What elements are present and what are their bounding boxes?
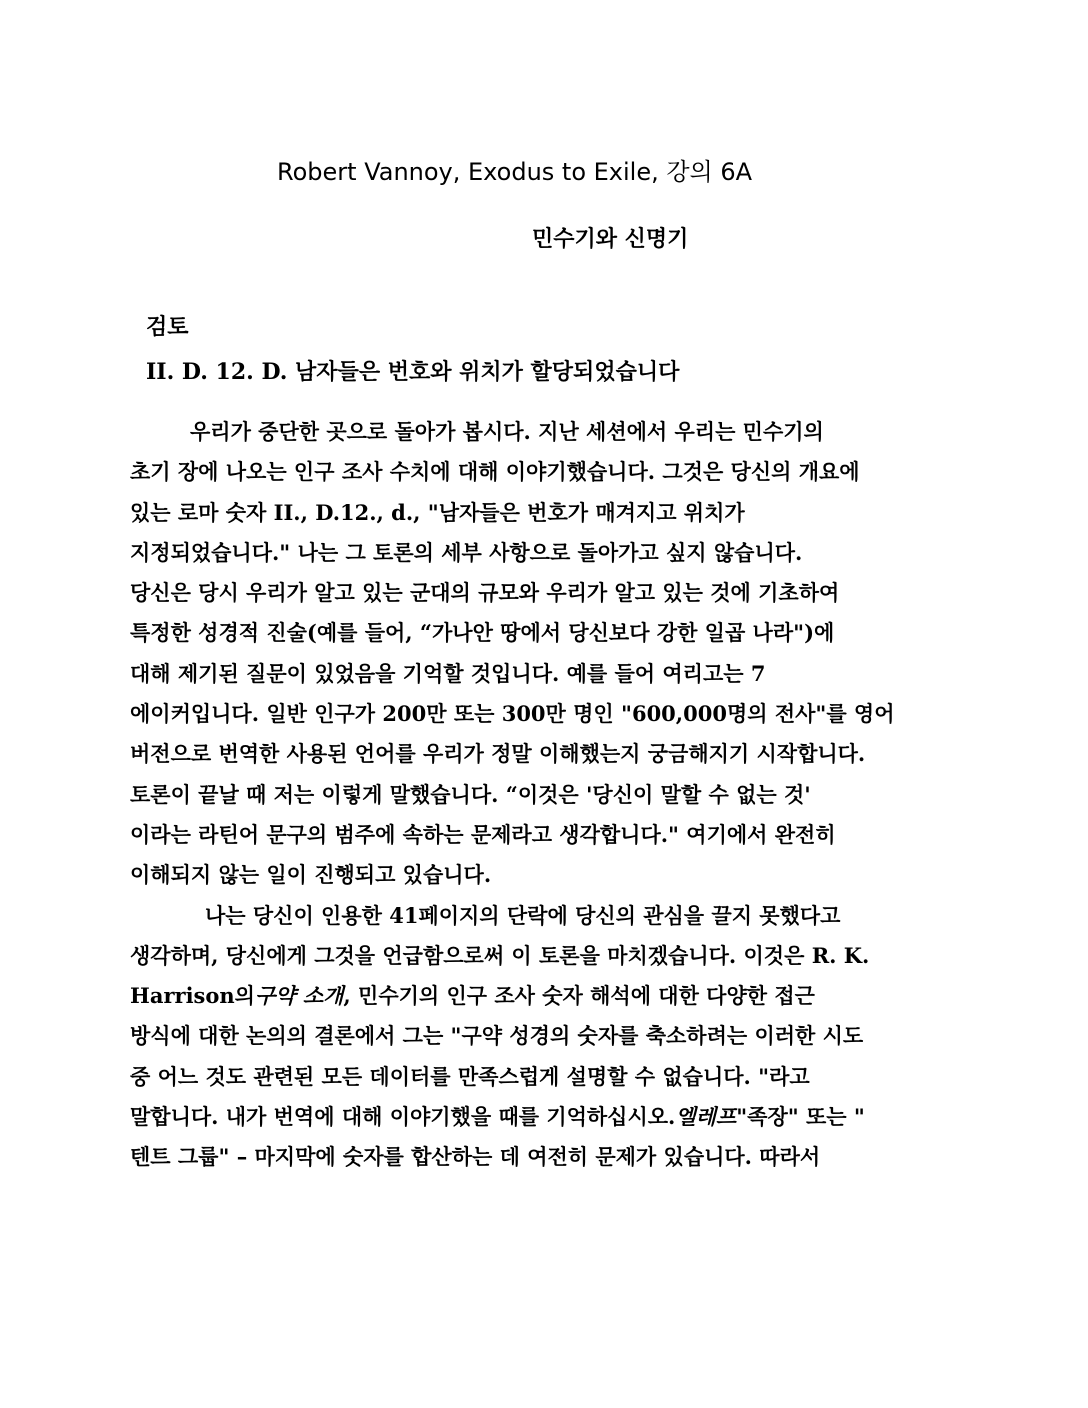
paragraph-line: 있는 로마 숫자 II., D.12., d., "남자들은 번호가 매겨지고 위치가 (130, 499, 745, 525)
paragraph-line: 토론이 끝날 때 저는 이렇게 말했습니다. “이것은 '당신이 말할 수 없는 것' (130, 781, 811, 807)
paragraph-line: 방식에 대한 논의의 결론에서 그는 "구약 성경의 숫자를 축소하려는 이러한 시도 (130, 1023, 864, 1049)
book-title: 구약 소개 (254, 983, 344, 1009)
paragraph-line: 이라는 라틴어 문구의 범주에 속하는 문제라고 생각합니다." 여기에서 완전히 (130, 821, 836, 847)
body-text (130, 412, 970, 1178)
paragraph-line: 대해 제기된 질문이 있었음을 기억할 것입니다. 예를 들어 여리고는 7 (130, 660, 766, 686)
paragraph-line: 지정되었습니다." 나는 그 토론의 세부 사항으로 돌아가고 싶지 않습니다. (130, 539, 803, 565)
document-subtitle: 민수기와 신명기 (532, 226, 689, 252)
paragraph-line: 버전으로 번역한 사용된 언어를 우리가 정말 이해했는지 궁금해지기 시작합니다. (130, 741, 866, 767)
paragraph-line: 이해되지 않는 일이 진행되고 있습니다. (130, 862, 492, 888)
paragraph-line (130, 1097, 970, 1137)
section-label: 검토 (146, 314, 189, 340)
document-title: Robert Vannoy, Exodus to Exile, 강의 6A (277, 158, 753, 186)
line-text: "족장" 또는 " (736, 1104, 865, 1130)
paragraph-line: 특정한 성경적 진술(예를 들어, “가나안 땅에서 당신보다 강한 일곱 나라")에 (130, 620, 835, 646)
paragraph-line: 중 어느 것도 관련된 모든 데이터를 만족스럽게 설명할 수 없습니다. "라고 (130, 1063, 810, 1089)
line-text: , 민수기의 인구 조사 숫자 해석에 대한 다양한 접근 (343, 983, 815, 1009)
paragraph-line: 초기 장에 나오는 인구 조사 수치에 대해 이야기했습니다. 그것은 당신의 개요에 (130, 459, 860, 485)
paragraph-line: 에이커입니다. 일반 인구가 200만 또는 300만 명인 "600,000명의 전사"를 영어 (130, 701, 895, 727)
paragraph-line: 우리가 중단한 곳으로 돌아가 봅시다. 지난 세션에서 우리는 민수기의 (190, 419, 824, 444)
outline-heading: II. D. 12. D. 남자들은 번호와 위치가 할당되었습니다 (146, 359, 680, 385)
paragraph-line: 나는 당신이 인용한 41페이지의 단락에 당신의 관심을 끌지 못했다고 (205, 902, 841, 928)
line-text: 말합니다. 내가 번역에 대해 이야기했을 때를 기억하십시오. (130, 1104, 676, 1130)
paragraph-line: 텐트 그룹" – 마지막에 숫자를 합산하는 데 여전히 문제가 있습니다. 따라서 (130, 1144, 821, 1170)
paragraph-line (130, 976, 970, 1016)
hebrew-term: 엘레프 (675, 1104, 737, 1130)
paragraph-line: 생각하며, 당신에게 그것을 언급함으로써 이 토론을 마치겠습니다. 이것은 R. K. (130, 942, 870, 968)
paragraph-line: 당신은 당시 우리가 알고 있는 군대의 규모와 우리가 알고 있는 것에 기초하여 (130, 580, 840, 606)
author-name: Harrison의 (130, 983, 255, 1009)
